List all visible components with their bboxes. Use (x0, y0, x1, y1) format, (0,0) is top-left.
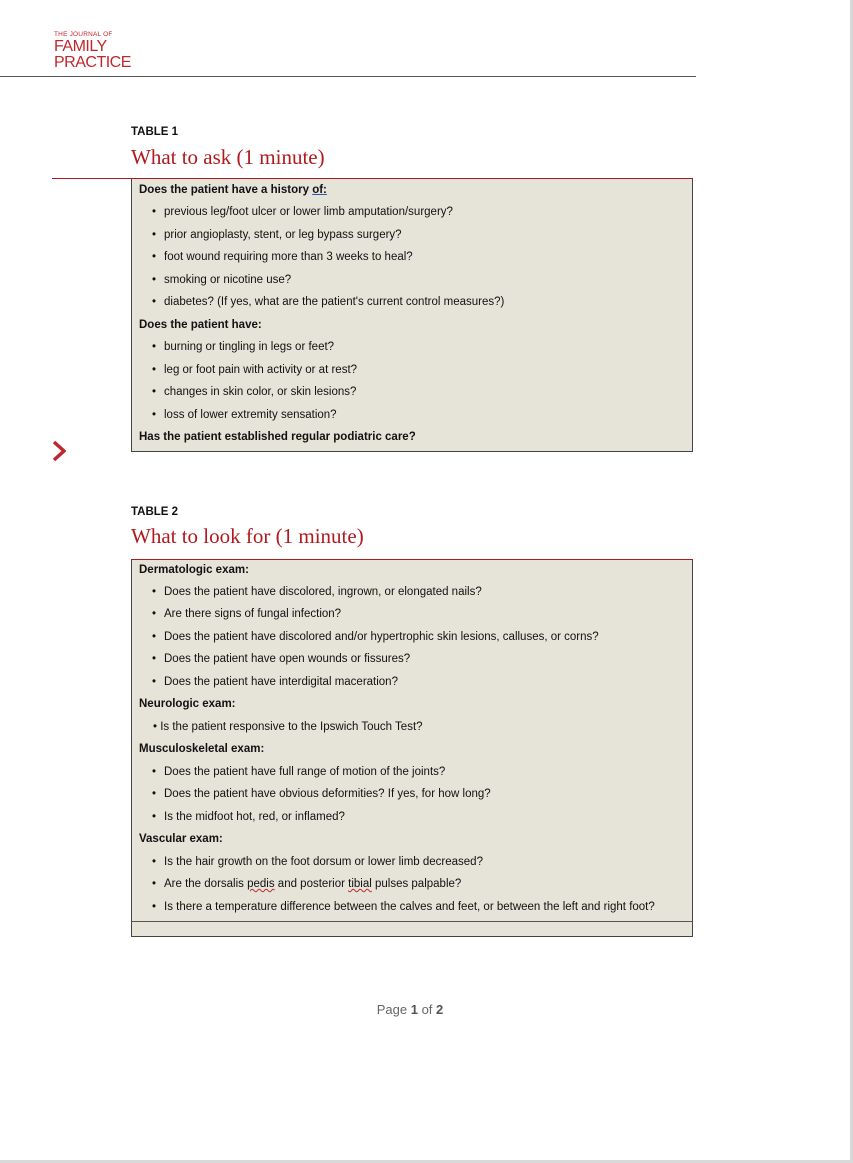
page-word: Page (376, 1002, 408, 1017)
history-heading-of: of: (312, 184, 327, 196)
list-item-text: Is the midfoot hot, red, or inflamed? (164, 811, 345, 823)
current-page: 1 (410, 1002, 418, 1017)
of-word: of (421, 1002, 433, 1017)
list-item: • Does the patient have full range of motion of the joints? (152, 766, 446, 778)
list-item-text: Does the patient have interdigital maceration? (164, 676, 398, 688)
list-item (153, 721, 423, 733)
list-item-text: leg or foot pain with activity or at rest? (164, 364, 358, 376)
table2-heading-vascular: Vascular exam: (139, 833, 223, 845)
list-item: • foot wound requiring more than 3 weeks to heal? (152, 251, 413, 263)
list-item-text: diabetes? (If yes, what are the patient's current control measures?) (164, 296, 505, 308)
list-item: • Does the patient have discolored and/or hypertrophic skin lesions, calluses, or corns? (152, 631, 599, 643)
list-item-text: loss of lower extremity sensation? (164, 409, 337, 421)
list-item-text: previous leg/foot ulcer or lower limb amputation/surgery? (164, 206, 453, 218)
list-item: • Are there signs of fungal infection? (152, 608, 342, 620)
logo-line-practice: PRACTICE (54, 53, 131, 71)
list-item: • Is the midfoot hot, red, or inflamed? (152, 811, 345, 823)
list-item: • Are the dorsalis pedis and posterior tibial pulses palpable? (152, 878, 462, 890)
history-heading-text: Does the patient have a history (139, 184, 313, 196)
table1-label: TABLE 1 (131, 126, 179, 138)
list-item-text: pulses palpable? (371, 878, 462, 890)
table2-heading-derm: Dermatologic exam: (139, 564, 249, 576)
table1-heading-podiatric: Has the patient established regular podiatric care? (139, 431, 416, 443)
list-item: • changes in skin color, or skin lesions? (152, 386, 357, 398)
table1-box (131, 178, 693, 452)
list-item: • Does the patient have interdigital maceration? (152, 676, 398, 688)
table1-title: What to ask (1 minute) (131, 145, 325, 169)
list-item: • Does the patient have obvious deformities? If yes, for how long? (152, 788, 491, 800)
spellcheck-word: tibial (348, 878, 372, 890)
list-item: • previous leg/foot ulcer or lower limb amputation/surgery? (152, 206, 453, 218)
list-item: • leg or foot pain with activity or at rest? (152, 364, 358, 376)
list-item-text: Are there signs of fungal infection? (164, 608, 342, 620)
list-item: • prior angioplasty, stent, or leg bypass surgery? (152, 229, 402, 241)
list-item-text: burning or tingling in legs or feet? (164, 341, 335, 353)
logo-line-the: THE JOURNAL OF (54, 31, 113, 38)
list-item: • Is there a temperature difference between the calves and feet, or between the left and right foot? (152, 901, 655, 913)
list-item: • smoking or nicotine use? (152, 274, 292, 286)
list-item-text: Does the patient have open wounds or fissures? (164, 653, 411, 665)
page-number (0, 1002, 820, 1017)
list-item-text: and posterior (274, 878, 349, 890)
list-item-text: Does the patient have full range of motion of the joints? (164, 766, 446, 778)
list-item-text: smoking or nicotine use? (164, 274, 292, 286)
list-item: • Does the patient have open wounds or fissures? (152, 653, 411, 665)
chevron-right-icon[interactable] (52, 440, 66, 462)
list-item-text: foot wound requiring more than 3 weeks to heal? (164, 251, 413, 263)
table2-row-divider (131, 921, 693, 922)
list-item: • Does the patient have discolored, ingrown, or elongated nails? (152, 586, 482, 598)
list-item-text: Is the hair growth on the foot dorsum or lower limb decreased? (164, 856, 483, 868)
list-item-text: • Is the patient responsive to the Ipswich Touch Test? (153, 721, 423, 733)
table2-title: What to look for (1 minute) (131, 524, 364, 548)
journal-logo (54, 32, 131, 71)
list-item: • loss of lower extremity sensation? (152, 409, 337, 421)
logo-line-family: FAMILY (54, 37, 107, 55)
list-item-text: changes in skin color, or skin lesions? (164, 386, 357, 398)
table2-heading-msk: Musculoskeletal exam: (139, 743, 265, 755)
list-item-text: Does the patient have discolored, ingrown, or elongated nails? (164, 586, 482, 598)
table2-label: TABLE 2 (131, 506, 179, 518)
spellcheck-word: pedis (247, 878, 275, 890)
table2-box (131, 559, 693, 937)
list-item-text: prior angioplasty, stent, or leg bypass surgery? (164, 229, 402, 241)
list-item-text: Is there a temperature difference between the calves and feet, or between the left and right foot? (164, 901, 655, 913)
list-item: • burning or tingling in legs or feet? (152, 341, 335, 353)
table1-heading-have: Does the patient have: (139, 319, 262, 331)
list-item: • Is the hair growth on the foot dorsum or lower limb decreased? (152, 856, 483, 868)
list-item: • diabetes? (If yes, what are the patient's current control measures?) (152, 296, 505, 308)
table2-heading-neuro: Neurologic exam: (139, 698, 236, 710)
header-divider (0, 76, 696, 77)
list-item-text: Does the patient have obvious deformities? If yes, for how long? (164, 788, 491, 800)
list-item-text: Does the patient have discolored and/or hypertrophic skin lesions, calluses, or corns? (164, 631, 599, 643)
total-pages: 2 (436, 1002, 444, 1017)
list-item-text: Are the dorsalis (164, 878, 248, 890)
table1-heading-history (139, 184, 327, 196)
